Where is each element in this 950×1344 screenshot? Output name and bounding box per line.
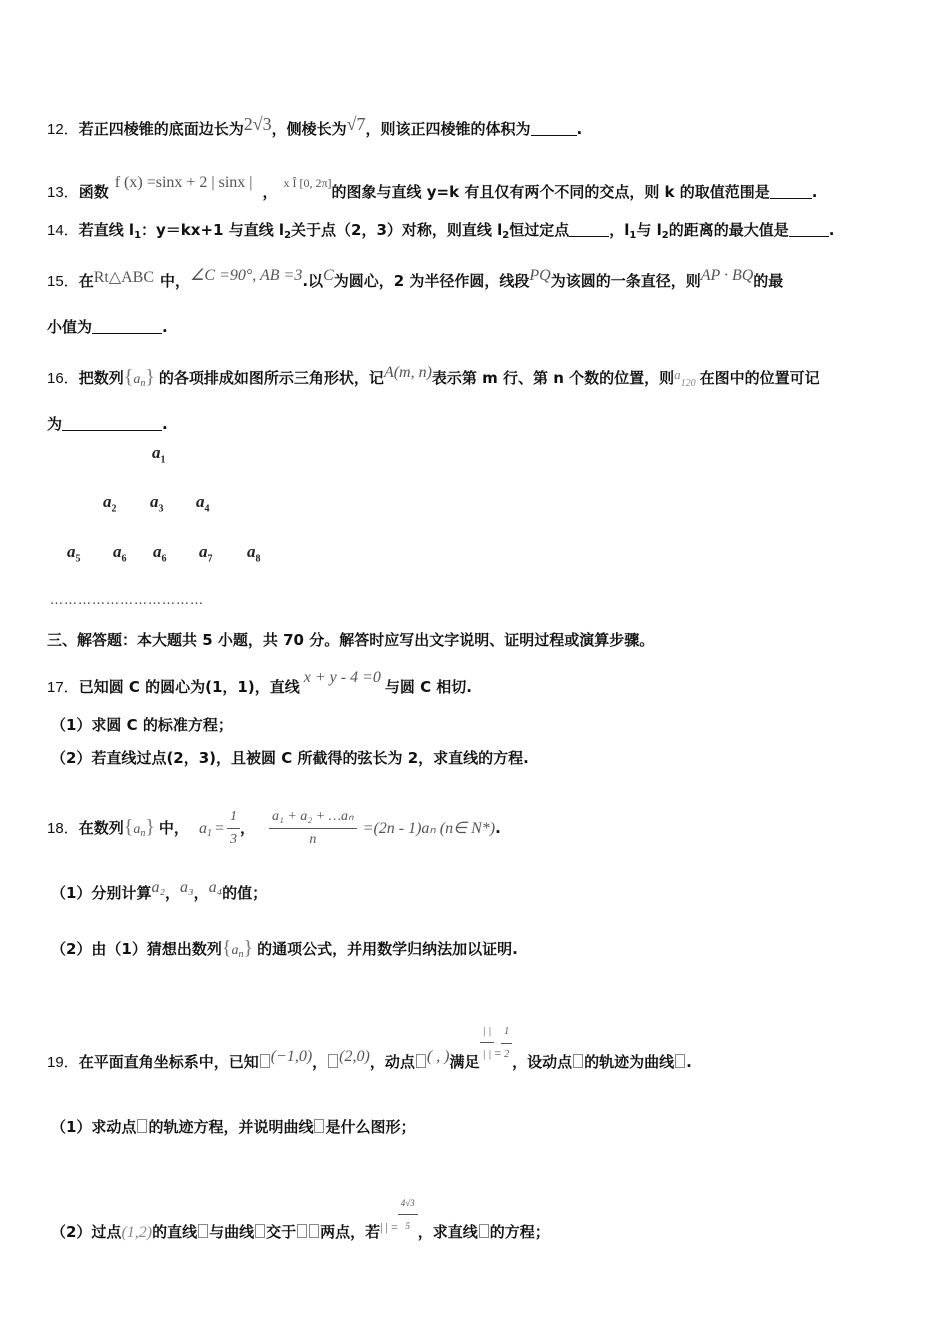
text: ， xyxy=(193,884,209,902)
text: 在数列 xyxy=(78,819,124,837)
text: 在 xyxy=(78,272,94,290)
math: ( , ) xyxy=(426,1048,450,1065)
math: a₂ xyxy=(151,879,166,896)
text: （1）求动点 xyxy=(51,1118,137,1136)
subscript: n xyxy=(238,949,244,960)
answer-blank[interactable] xyxy=(92,319,162,334)
letter: a xyxy=(199,542,208,561)
text: 已知圆 C 的圆心为(1，1)，直线 xyxy=(78,678,300,696)
question-18-part-2 xyxy=(51,937,518,966)
denominator: 3 xyxy=(229,832,237,847)
subscript: 1 xyxy=(134,230,142,241)
denominator: 5 xyxy=(405,1221,410,1231)
triangle-item xyxy=(113,542,127,564)
text: ，侧棱长为 xyxy=(271,120,347,138)
triangle-item xyxy=(150,492,164,514)
text: . xyxy=(495,819,501,837)
placeholder-glyph xyxy=(198,1224,208,1238)
fraction xyxy=(269,806,357,851)
text: 在平面直角坐标系中，已知 xyxy=(78,1053,259,1071)
fraction xyxy=(398,1192,418,1237)
math: a₄ xyxy=(208,879,223,896)
question-18-part-1 xyxy=(51,877,267,904)
letter: a xyxy=(196,492,205,511)
math: (1,2) xyxy=(121,1224,153,1241)
math: a₃ xyxy=(180,879,194,896)
math: ∠C =90°, AB =3 xyxy=(190,267,303,284)
triangle-item xyxy=(153,542,167,564)
numerator: 1 xyxy=(501,1021,512,1044)
fraction xyxy=(480,1020,495,1065)
math: A(m, n) xyxy=(383,364,432,381)
math: a xyxy=(133,372,141,387)
text: 为该圆的一条直径，则 xyxy=(550,272,701,290)
question-16 xyxy=(47,362,820,395)
letter: a xyxy=(247,542,256,561)
text: 的值； xyxy=(222,884,268,902)
question-17 xyxy=(47,667,472,699)
triangle-item xyxy=(247,542,261,564)
triangle-item xyxy=(199,542,213,564)
triangle-item xyxy=(152,443,166,465)
question-number: 13． xyxy=(47,184,79,201)
brace: } xyxy=(145,366,155,388)
placeholder-glyph xyxy=(314,1119,324,1133)
subscript: 120 xyxy=(680,378,696,389)
text: 为 xyxy=(47,415,63,433)
text: . xyxy=(828,221,835,239)
index: 7 xyxy=(207,553,213,565)
math: a xyxy=(198,820,207,837)
text: ，则该正四棱锥的体积为 xyxy=(365,120,531,138)
math: a xyxy=(231,943,239,958)
question-number: 17． xyxy=(47,679,79,696)
subscript: 1 xyxy=(206,828,212,839)
text: ：y＝kx+1 与直线 l xyxy=(141,221,285,239)
math: f (x) =sinx + 2 | sinx | xyxy=(114,174,253,191)
math: C xyxy=(323,267,334,284)
math: x + y - 4 =0 xyxy=(303,669,381,686)
question-15-cont xyxy=(47,316,168,338)
question-16-cont xyxy=(47,413,168,435)
math: = xyxy=(214,820,224,837)
math: √7 xyxy=(346,114,366,134)
index: 2 xyxy=(111,503,117,515)
brace: } xyxy=(243,937,254,959)
numerator: 4√3 xyxy=(398,1192,418,1215)
letter: a xyxy=(153,542,162,561)
math: a xyxy=(674,367,681,382)
text: 是什么图形； xyxy=(325,1118,416,1136)
text: ，求直线 xyxy=(417,1223,478,1241)
question-12 xyxy=(47,113,582,141)
text: ， xyxy=(165,884,181,902)
text: . xyxy=(811,183,818,201)
text: （2）由（1）猜想出数列 xyxy=(51,940,222,958)
text: 恒过定点 xyxy=(509,221,570,239)
math: x Î [0, 2π] xyxy=(283,176,332,190)
question-19-part-1 xyxy=(51,1116,415,1138)
text: . xyxy=(162,415,168,433)
subscript: 1 xyxy=(629,230,637,241)
text: 表示第 m 行、第 n 个数的位置，则 xyxy=(431,369,675,387)
math: (2,0) xyxy=(339,1048,370,1065)
question-13 xyxy=(47,172,817,204)
question-15 xyxy=(47,265,783,293)
question-number: 15． xyxy=(47,273,79,290)
fraction xyxy=(227,806,240,851)
question-number: 19． xyxy=(47,1054,79,1071)
text: 的图象与直线 y=k 有且仅有两个不同的交点，则 k 的取值范围是 xyxy=(331,183,770,201)
triangle-item xyxy=(67,542,81,564)
brace: } xyxy=(145,816,155,838)
math-vector-product: AP · BQ xyxy=(700,267,754,284)
text: 的各项排成如图所示三角形状，记 xyxy=(158,369,384,387)
triangle-item xyxy=(103,492,117,514)
text: 的轨迹为曲线 xyxy=(584,1053,675,1071)
answer-blank[interactable] xyxy=(531,121,577,136)
subscript: n xyxy=(140,828,146,839)
index: 6 xyxy=(161,553,167,565)
question-number: 12． xyxy=(47,121,79,138)
letter: a xyxy=(113,542,122,561)
placeholder-glyph xyxy=(260,1054,270,1068)
text: 的最 xyxy=(753,272,784,290)
text: 的通项公式，并用数学归纳法加以证明. xyxy=(257,940,518,958)
text: （1）分别计算 xyxy=(51,884,152,902)
text: ，设动点 xyxy=(512,1053,573,1071)
answer-blank[interactable] xyxy=(569,222,609,237)
text: 的轨迹方程，并说明曲线 xyxy=(148,1118,314,1136)
question-19 xyxy=(47,1020,692,1074)
numerator: 1 xyxy=(227,806,240,829)
question-14 xyxy=(47,219,834,247)
text: .以 xyxy=(302,272,324,290)
text: 与圆 C 相切. xyxy=(384,678,473,696)
index: 5 xyxy=(75,553,81,565)
placeholder-glyph xyxy=(416,1054,426,1068)
placeholder-glyph xyxy=(137,1119,147,1133)
text: ，动点 xyxy=(369,1053,415,1071)
placeholder-glyph xyxy=(328,1054,338,1068)
text: 与曲线 xyxy=(209,1223,255,1241)
letter: a xyxy=(103,492,112,511)
placeholder-glyph xyxy=(297,1224,307,1238)
text: 把数列 xyxy=(78,369,124,387)
brace: { xyxy=(123,816,134,838)
subscript: 2 xyxy=(284,230,292,241)
text: 若直线 l xyxy=(78,221,135,239)
subscript: 2 xyxy=(661,230,669,241)
triangle-item xyxy=(196,492,210,514)
question-17-part-1: （1）求圆 C 的标准方程； xyxy=(51,716,233,734)
denominator: | | xyxy=(482,1048,492,1060)
text: . xyxy=(686,1053,692,1071)
index: 4 xyxy=(204,503,210,515)
text: 交于 xyxy=(266,1223,297,1241)
question-number: 16． xyxy=(47,370,79,387)
text: 函数 xyxy=(78,183,109,201)
text: 中， xyxy=(160,272,191,290)
text: （2）过点 xyxy=(51,1223,122,1241)
text: 小值为 xyxy=(47,318,93,336)
denominator: 2 xyxy=(504,1049,510,1060)
text: 与 l xyxy=(636,221,662,239)
fraction xyxy=(501,1021,512,1066)
text: 的距离的最大值是 xyxy=(668,221,789,239)
math: | | = xyxy=(380,1220,398,1234)
numerator: a₁ + a₂ + …aₙ xyxy=(269,806,357,829)
brace: { xyxy=(123,366,134,388)
text: . xyxy=(162,318,168,336)
section-heading: 三、解答题：本大题共 5 小题，共 70 分。解答时应写出文字说明、证明过程或演算步骤。 xyxy=(47,631,655,649)
text: ， xyxy=(262,183,278,201)
continuation-dots: …………………………… xyxy=(50,593,204,608)
text: 关于点（2，3）对称，则直线 l xyxy=(291,221,503,239)
letter: a xyxy=(150,492,159,511)
text: 的直线 xyxy=(152,1223,198,1241)
text: ， xyxy=(239,819,255,837)
text: 满足 xyxy=(449,1053,480,1071)
math: 2√3 xyxy=(243,114,272,134)
text: 在图中的位置可记 xyxy=(699,369,820,387)
math: PQ xyxy=(529,267,551,284)
math: =(2n - 1)aₙ (n∈ N*) xyxy=(362,820,496,837)
math: = xyxy=(494,1046,502,1060)
question-17-part-2: （2）若直线过点(2，3)，且被圆 C 所截得的弦长为 2，求直线的方程. xyxy=(51,749,529,767)
text: 中， xyxy=(158,819,189,837)
question-19-part-2 xyxy=(51,1192,550,1244)
answer-blank[interactable] xyxy=(770,184,812,199)
index: 8 xyxy=(255,553,261,565)
letter: a xyxy=(67,542,76,561)
math: a xyxy=(133,822,141,837)
placeholder-glyph xyxy=(675,1054,685,1068)
math: (−1,0) xyxy=(270,1048,313,1065)
math: Rt△ABC xyxy=(93,269,155,286)
placeholder-glyph xyxy=(479,1224,489,1238)
question-18 xyxy=(47,806,501,851)
subscript: n xyxy=(140,378,146,389)
text: 为圆心，2 为半径作圆，线段 xyxy=(333,272,530,290)
text: ，l xyxy=(609,221,630,239)
question-number: 18． xyxy=(47,820,79,837)
text: . xyxy=(576,120,583,138)
index: 6 xyxy=(121,553,127,565)
index: 3 xyxy=(158,503,164,515)
subscript: 2 xyxy=(502,230,510,241)
brace: { xyxy=(221,937,232,959)
text: 若正四棱锥的底面边长为 xyxy=(78,120,244,138)
answer-blank[interactable] xyxy=(789,222,829,237)
index: 1 xyxy=(160,454,166,466)
placeholder-glyph xyxy=(309,1224,319,1238)
numerator: | | xyxy=(480,1020,495,1043)
placeholder-glyph xyxy=(255,1224,265,1238)
text: 的方程； xyxy=(489,1223,550,1241)
placeholder-glyph xyxy=(573,1054,583,1068)
denominator: n xyxy=(309,832,317,847)
question-number: 14． xyxy=(47,222,79,239)
text: ， xyxy=(312,1053,328,1071)
letter: a xyxy=(152,443,161,462)
text: 两点，若 xyxy=(320,1223,381,1241)
answer-blank[interactable] xyxy=(62,416,162,431)
